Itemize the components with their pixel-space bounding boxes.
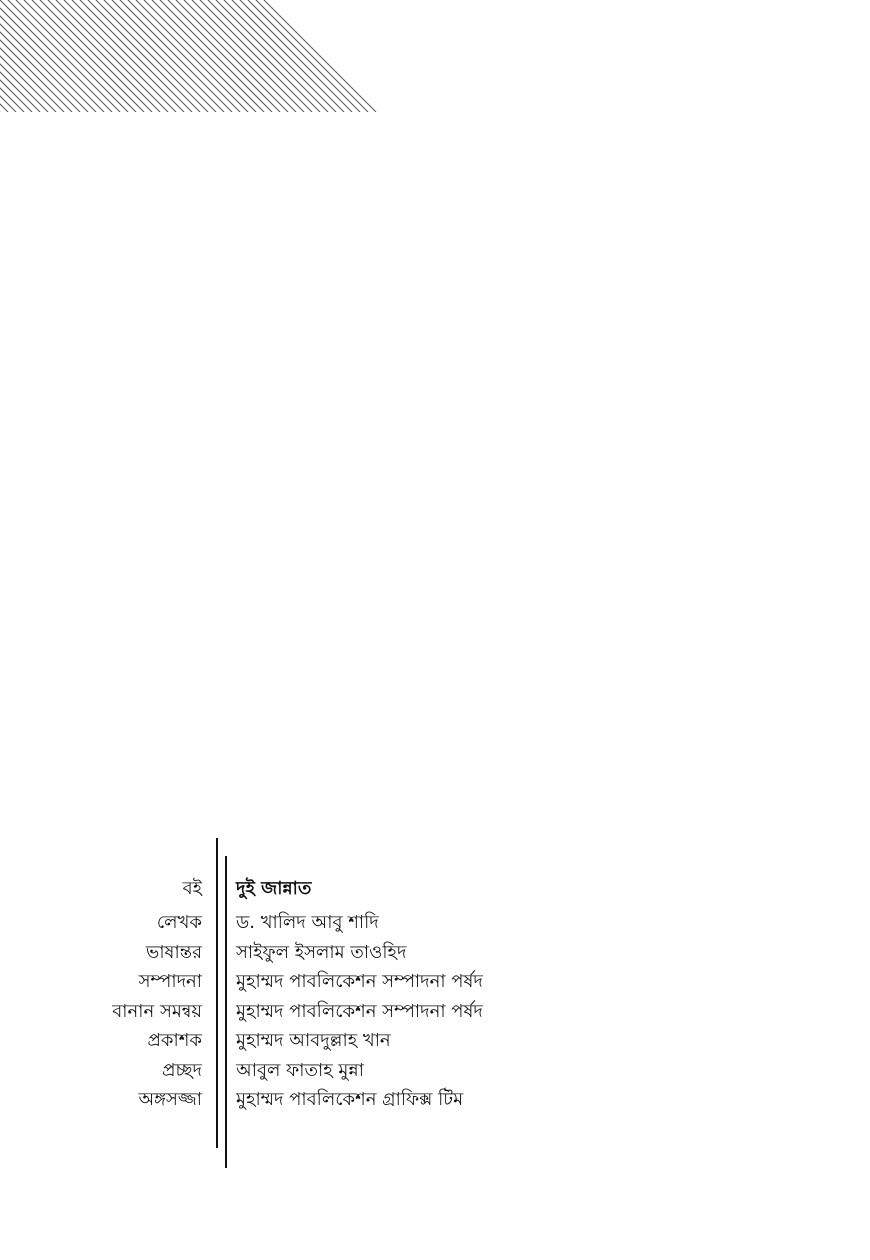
hatch-line bbox=[16, 0, 128, 112]
hatch-line bbox=[24, 0, 136, 112]
hatch-line bbox=[0, 0, 40, 112]
book-title: দুই জান্নাত bbox=[236, 878, 312, 899]
credit-label: সম্পাদনা bbox=[138, 971, 202, 992]
credit-row-spelling bbox=[0, 999, 870, 1029]
credit-label: বই bbox=[182, 878, 202, 899]
hatch-line bbox=[112, 0, 224, 112]
credit-value: মুহাম্মদ পাবলিকেশন সম্পাদনা পর্ষদ bbox=[236, 1000, 483, 1022]
hatch-line bbox=[320, 0, 380, 112]
hatch-line bbox=[96, 0, 208, 112]
hatch-line bbox=[216, 0, 328, 112]
credit-row-publisher bbox=[0, 1028, 870, 1058]
credit-label: বানান সমন্বয় bbox=[112, 1000, 202, 1022]
hatch-line bbox=[296, 0, 380, 112]
hatch-line bbox=[256, 0, 368, 112]
hatch-line bbox=[344, 0, 380, 112]
hatch-line bbox=[104, 0, 216, 112]
credit-label: প্রকাশক bbox=[147, 1030, 202, 1051]
hatch-line bbox=[312, 0, 380, 112]
credit-label: ভাষান্তর bbox=[145, 941, 202, 963]
hatch-line bbox=[56, 0, 168, 112]
credit-row-translator bbox=[0, 940, 870, 970]
hatch-line bbox=[0, 0, 24, 112]
hatch-line bbox=[360, 0, 380, 112]
hatch-line bbox=[88, 0, 200, 112]
credit-row-author bbox=[0, 910, 870, 940]
hatch-line bbox=[200, 0, 312, 112]
credit-row-layout bbox=[0, 1087, 870, 1117]
hatch-line bbox=[304, 0, 380, 112]
credit-value: মুহাম্মদ আবদুল্লাহ খান bbox=[236, 1030, 391, 1051]
hatch-line bbox=[248, 0, 360, 112]
hatch-line bbox=[32, 0, 144, 112]
hatch-line bbox=[264, 0, 376, 112]
credit-label: প্রচ্ছদ bbox=[162, 1059, 202, 1081]
credit-label: অঙ্গসজ্জা bbox=[138, 1089, 202, 1110]
hatch-line bbox=[288, 0, 380, 112]
hatch-line bbox=[80, 0, 192, 112]
hatch-line bbox=[136, 0, 248, 112]
book-credits bbox=[0, 876, 870, 1117]
credit-value: সাইফুল ইসলাম তাওহিদ bbox=[236, 941, 407, 963]
hatch-line bbox=[152, 0, 264, 112]
hatch-line bbox=[208, 0, 320, 112]
hatch-line bbox=[0, 0, 88, 112]
hatch-line bbox=[144, 0, 256, 112]
hatch-line bbox=[8, 0, 120, 112]
credit-row-editor bbox=[0, 969, 870, 999]
hatch-line bbox=[376, 0, 380, 112]
credit-row-book bbox=[0, 876, 870, 910]
credit-value: মুহাম্মদ পাবলিকেশন গ্রাফিক্স টিম bbox=[236, 1089, 464, 1110]
hatch-line bbox=[0, 0, 72, 112]
credit-value: মুহাম্মদ পাবলিকেশন সম্পাদনা পর্ষদ bbox=[236, 971, 483, 992]
hatch-line bbox=[184, 0, 296, 112]
hatch-line bbox=[48, 0, 160, 112]
hatch-line bbox=[120, 0, 232, 112]
hatch-line bbox=[0, 0, 112, 112]
hatch-line bbox=[168, 0, 280, 112]
credit-row-cover bbox=[0, 1058, 870, 1088]
hatch-line bbox=[176, 0, 288, 112]
hatch-line bbox=[64, 0, 176, 112]
hatch-line bbox=[352, 0, 380, 112]
credit-value: ড. খালিদ আবু শাদি bbox=[236, 912, 379, 933]
credit-value: আবুল ফাতাহ মুন্না bbox=[236, 1059, 364, 1081]
hatch-line bbox=[160, 0, 272, 112]
credit-label: লেখক bbox=[156, 912, 202, 933]
hatch-line bbox=[232, 0, 344, 112]
hatch-line bbox=[40, 0, 152, 112]
hatch-line bbox=[72, 0, 184, 112]
hatch-line bbox=[128, 0, 240, 112]
hatch-line bbox=[192, 0, 304, 112]
corner-hatch-decoration bbox=[0, 0, 380, 112]
hatch-line bbox=[224, 0, 336, 112]
hatch-line bbox=[368, 0, 380, 112]
hatch-line bbox=[240, 0, 352, 112]
